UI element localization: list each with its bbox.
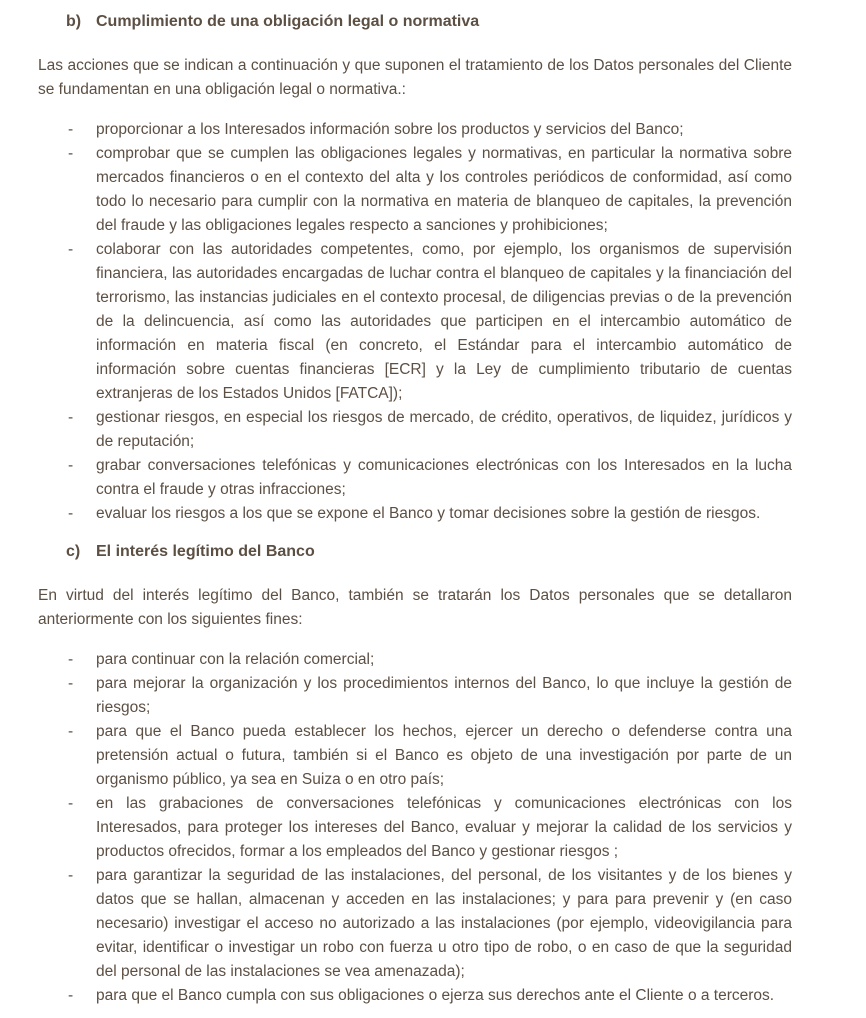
list-item [38,118,792,142]
list-item-text: proporcionar a los Interesados información sobre los productos y servicios del Banco; [96,121,684,138]
document-section [38,540,792,1008]
list-item-text: para que el Banco cumpla con sus obligaciones o ejerza sus derechos ante el Cliente o a terceros. [96,987,775,1004]
section-heading-row [66,540,792,564]
list-item-text: para que el Banco pueda establecer los hechos, ejercer un derecho o defenderse contra una pretensión actual o futura, también si el Banco es objeto de una investigación por parte de un organismo público, ya sea en Suiza o en otro país; [96,723,792,788]
list-item-text: en las grabaciones de conversaciones telefónicas y comunicaciones electrónicas con los Interesados, para proteger los intereses del Banco, evaluar y mejorar la calidad de los servicios y productos ofrecidos, formar a los empleados del Banco y gestionar riesgos ; [96,795,792,860]
list-item [38,672,792,720]
bullet-dash-marker: - [68,241,74,258]
section-heading: El interés legítimo del Banco [96,543,315,560]
list-item [38,502,792,526]
list-item-text: para mejorar la organización y los procedimientos internos del Banco, lo que incluye la gestión de riesgos; [96,675,792,716]
section-marker: b) [66,13,82,30]
section-heading: Cumplimiento de una obligación legal o normativa [96,13,480,30]
list-item-text: colaborar con las autoridades competentes, como, por ejemplo, los organismos de supervisión financiera, las autoridades encargadas de luchar contra el blanqueo de capitales y la financiación del terrorismo, las instancias judiciales en el contexto procesal, de diligencias previas o de la prevención de la delincuencia, así como las autoridades que participen en el intercambio automático de información en materia fiscal (en concreto, el Estándar para el intercambio automático de información sobre cuentas financieras [ECR] y la Ley de cumplimiento tributario de cuentas extranjeras de los Estados Unidos [FATCA]); [96,241,792,402]
bullet-dash-marker: - [68,867,74,884]
list-item [38,238,792,406]
list-item-text: para continuar con la relación comercial; [96,651,375,668]
list-item [38,792,792,864]
list-item-text: para garantizar la seguridad de las instalaciones, del personal, de los visitantes y de los bienes y datos que se hallan, almacenan y acceden en las instalaciones; y para para prevenir y (en caso necesario) investigar el acceso no autorizado a las instalaciones (por ejemplo, videovigilancia para evitar, identificar o investigar un robo con fuerza u otro tipo de robo, o en caso de que la seguridad del personal de las instalaciones se vea amenazada); [96,867,792,980]
bullet-dash-marker: - [68,145,74,162]
bullet-dash-marker: - [68,795,74,812]
bullet-dash-marker: - [68,457,74,474]
list-item [38,142,792,238]
list-item [38,454,792,502]
section-intro: En virtud del interés legítimo del Banco, también se tratarán los Datos personales que se detallaron anteriormente con los siguientes fines: [38,587,792,628]
bullet-dash-marker: - [68,723,74,740]
list-item-text: comprobar que se cumplen las obligaciones legales y normativas, en particular la normativa sobre mercados financieros o en el contexto del alta y los controles periódicos de conformidad, así como todo lo necesario para cumplir con la normativa en materia de blanqueo de capitales, la prevención del fraude y las obligaciones legales respecto a sanciones y prohibiciones; [96,145,792,234]
bullet-dash-marker: - [68,651,74,668]
section-marker: c) [66,543,81,560]
list-item-text: evaluar los riesgos a los que se expone el Banco y tomar decisiones sobre la gestión de riesgos. [96,505,761,522]
list-item [38,406,792,454]
list-item [38,864,792,984]
section-intro: Las acciones que se indican a continuación y que suponen el tratamiento de los Datos personales del Cliente se fundamentan en una obligación legal o normativa.: [38,57,792,98]
list-item [38,648,792,672]
bullet-dash-marker: - [68,505,74,522]
list-item-text: gestionar riesgos, en especial los riesgos de mercado, de crédito, operativos, de liquidez, jurídicos y de reputación; [96,409,792,450]
document-section [38,10,792,526]
bullet-dash-marker: - [68,675,74,692]
bullet-list [38,118,792,526]
bullet-dash-marker: - [68,987,74,1004]
list-item-text: grabar conversaciones telefónicas y comunicaciones electrónicas con los Interesados en la lucha contra el fraude y otras infracciones; [96,457,792,498]
section-heading-row [66,10,792,34]
bullet-dash-marker: - [68,121,74,138]
bullet-list [38,648,792,1008]
list-item [38,984,792,1008]
bullet-dash-marker: - [68,409,74,426]
list-item [38,720,792,792]
